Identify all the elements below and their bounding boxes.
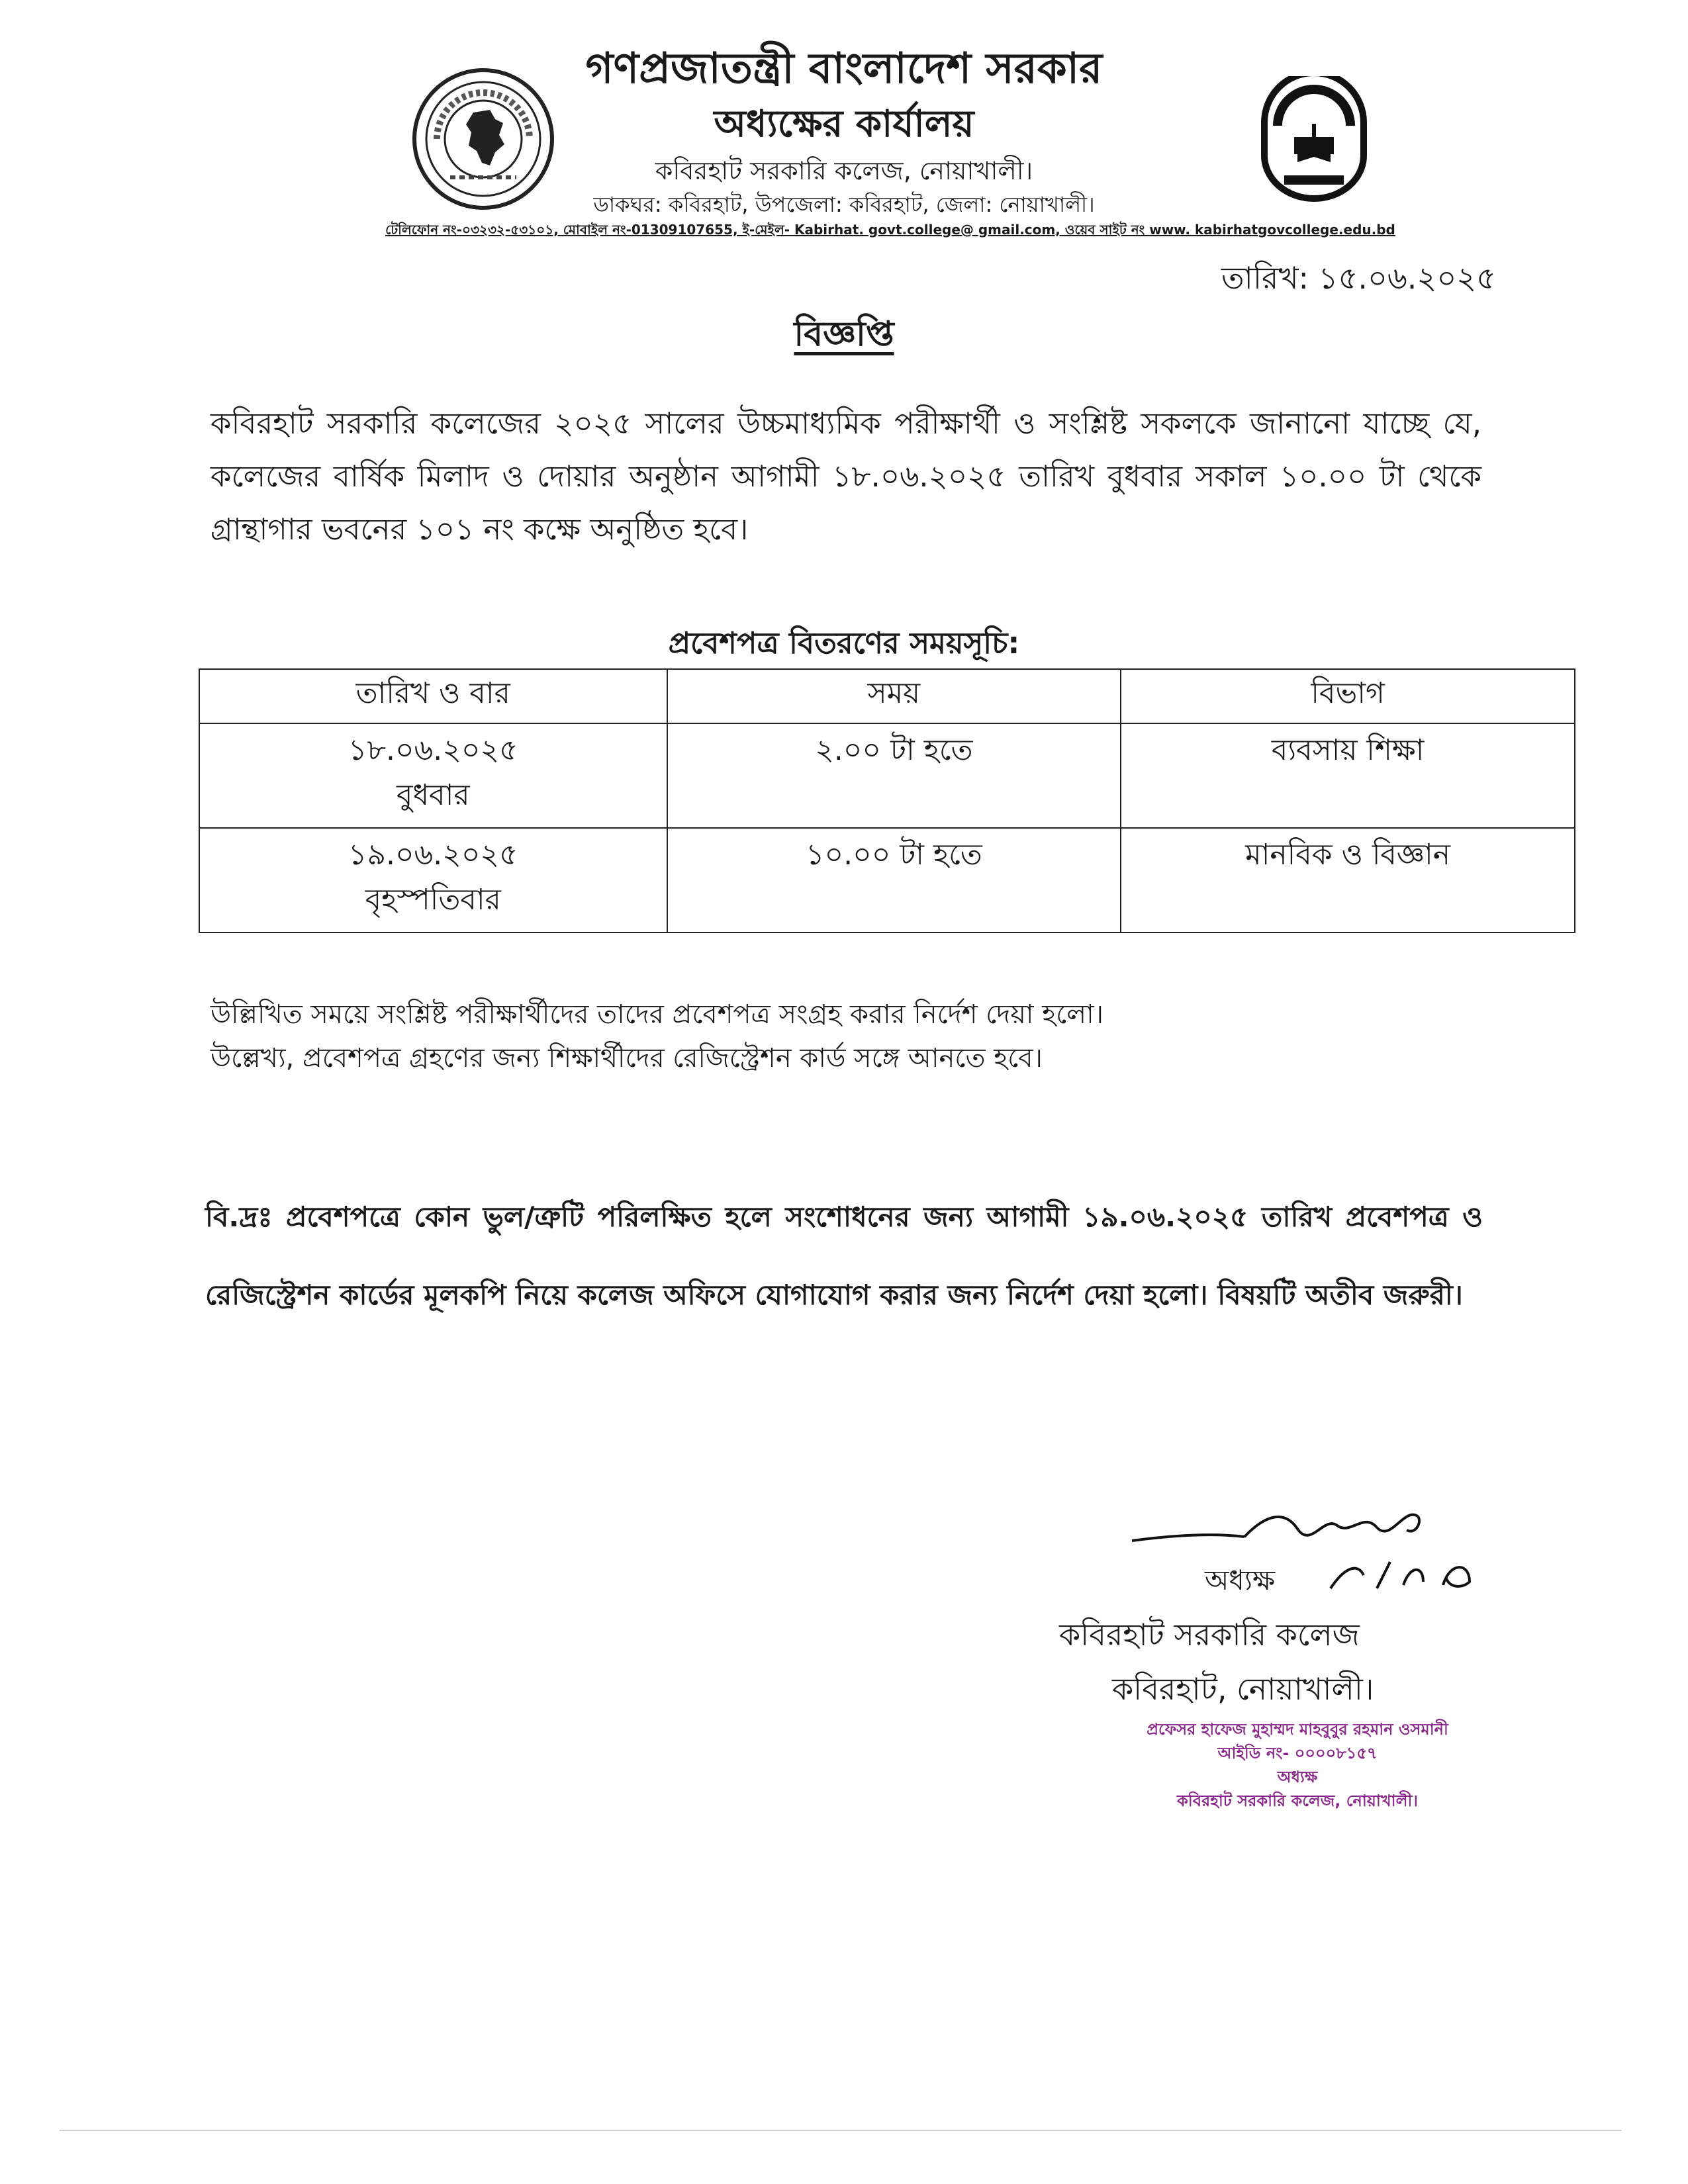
special-note: বি.দ্রঃ প্রবেশপত্রে কোন ভুল/ত্রুটি পরিলক্ষিত হলে সংশোধনের জন্য আগামী ১৯.০৬.২০২৫ তারিখ প্রবেশপত্র ও রেজিস্ট্রেশন কার্ডের মূলকপি নিয়ে কলেজ অফিসে যোগাযোগ করার জন্য নির্দেশ দেয়া হলো। বিষয়টি অতীব জরুরী। [205,1201,1483,1311]
row-day: বৃহস্পতিবার [365,883,501,917]
row-day: বুধবার [396,778,470,812]
signatory-college: কবিরহাট সরকারি কলেজ [1059,1617,1360,1653]
notice-date: তারিখ: ১৫.০৬.২০২৫ [1221,260,1496,296]
instruction-line: উল্লেখ্য, প্রবেশপত্র গ্রহণের জন্য শিক্ষার্থীদের রেজিস্ট্রেশন কার্ড সঙ্গে আনতে হবে। [211,1043,1043,1073]
signatory-title: অধ্যক্ষ [1205,1564,1276,1596]
header-address: ডাকঘর: কবিরহাট, উপজেলা: কবিরহাট, জেলা: নোয়াখালী। [593,192,1095,217]
table-row [199,828,1575,933]
schedule-header-row [199,669,1575,723]
header-government: গণপ্রজাতন্ত্রী বাংলাদেশ সরকার [585,44,1103,93]
schedule-table [199,668,1575,933]
footer-divider [60,2130,1622,2131]
department-cell: ব্যবসায় শিক্ষা [1121,723,1575,828]
header-office: অধ্যক্ষের কার্যালয় [714,103,974,146]
date-cell [199,828,667,933]
instructions [211,993,1501,1080]
instruction-line: উল্লিখিত সময়ে সংশ্লিষ্ট পরীক্ষার্থীদের তাদের প্রবেশপত্র সংগ্রহ করার নির্দেশ দেয়া হলো। [211,999,1103,1030]
header-contact: টেলিফোন নং-০৩২৩২-৫৩১০১, মোবাইল নং-01309107655, ই-মেইল- Kabirhat. govt.college@ gmail.com, ওয়েব সাইট নং www. kabirhatgovcollege.edu.bd [385,222,1395,238]
date-cell [199,723,667,828]
table-row [199,723,1575,828]
schedule-title: প্রবেশপত্র বিতরণের সময়সূচি: [668,625,1020,660]
column-header-date: তারিখ ও বার [199,669,667,723]
department-cell: মানবিক ও বিজ্ঞান [1121,828,1575,933]
row-date: ১৮.০৬.২০২৫ [348,733,518,767]
handwritten-signature [1112,1489,1509,1595]
stamp-name: প্রফেসর হাফেজ মুহাম্মদ মাহবুবুর রহমান ওসমানী [1147,1720,1448,1739]
row-date: ১৯.০৬.২০২৫ [348,838,518,872]
notice-title-text: বিজ্ঞপ্তি [794,314,894,354]
official-stamp [1092,1717,1503,1813]
signatory-location: কবিরহাট, নোয়াখালী। [1112,1671,1374,1707]
stamp-title: অধ্যক্ষ [1277,1768,1318,1786]
notice-title [0,311,1688,357]
time-cell: ১০.০০ টা হতে [667,828,1121,933]
header-college: কবিরহাট সরকারি কলেজ, নোয়াখালী। [655,156,1033,185]
time-cell: ২.০০ টা হতে [667,723,1121,828]
stamp-college: কবিরহাট সরকারি কলেজ, নোয়াখালী। [1177,1792,1418,1810]
notice-body-paragraph: কবিরহাট সরকারি কলেজের ২০২৫ সালের উচ্চমাধ্যমিক পরীক্ষার্থী ও সংশ্লিষ্ট সকলকে জানানো যাচ্ছে যে, কলেজের বার্ষিক মিলাদ ও দোয়ার অনুষ্ঠান আগামী ১৮.০৬.২০২৫ তারিখ বুধবার সকাল ১০.০০ টা থেকে গ্রান্থাগার ভবনের ১০১ নং কক্ষে অনুষ্ঠিত হবে। [211,406,1481,547]
column-header-department: বিভাগ [1121,669,1575,723]
stamp-id: আইডি নং- ০০০০৮১৫৭ [1217,1744,1378,1762]
column-header-time: সময় [667,669,1121,723]
